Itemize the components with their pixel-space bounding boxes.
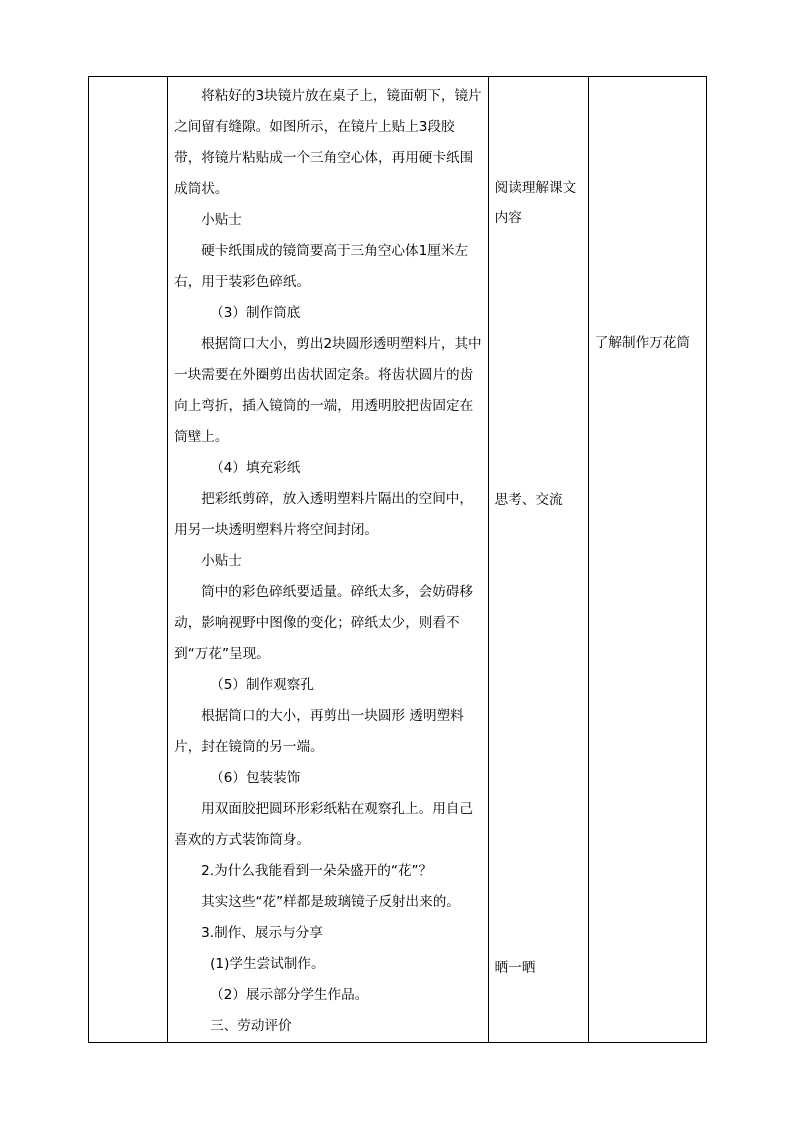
step-heading-fill-paper: （4）填充彩纸 — [210, 460, 301, 476]
activity-show-off: 晒一晒 — [494, 960, 536, 976]
paragraph-show-works: （2）展示部分学生作品。 — [210, 987, 369, 1003]
step-heading-make-bottom: （3）制作筒底 — [210, 305, 301, 321]
paragraph-tip-cardboard: 硬卡纸围成的镜筒要高于三角空心体1厘米左右，用于装彩色碎纸。 — [174, 243, 469, 290]
teaching-process-cell — [168, 77, 489, 1043]
paragraph-viewing-hole: 根据筒口的大小，再剪出一块圆形 透明塑料片，封在镜筒的另一端。 — [174, 708, 464, 755]
teaching-content — [168, 77, 488, 1042]
design-intent-cell — [588, 77, 706, 1043]
step-heading-viewing-hole: （5）制作观察孔 — [210, 677, 314, 693]
paragraph-decorate: 用双面胶把圆环形彩纸粘在观察孔上。用自己喜欢的方式装饰筒身。 — [174, 801, 473, 848]
table-row — [89, 77, 707, 1043]
paragraph-tip-paper-amount: 筒中的彩色碎纸要适量。碎纸太多，会妨碍移动，影响视野中图像的变化；碎纸太少，则看不到“万花”呈现。 — [174, 584, 473, 662]
student-activity-cell — [488, 77, 588, 1043]
activity-read-understand: 阅读理解课文内容 — [494, 180, 577, 226]
paragraph-tip-heading-2: 小贴士 — [201, 553, 242, 569]
empty-first-column-cell — [89, 77, 168, 1043]
paragraph-tip-heading: 小贴士 — [201, 212, 242, 228]
paragraph-place-mirrors: 将粘好的3块镜片放在桌子上，镜面朝下，镜片之间留有缝隙。如图所示，在镜片上贴上3段胶带，将镜片粘贴成一个三角空心体，再用硬卡纸围成筒状。 — [174, 88, 482, 197]
paragraph-fill-paper: 把彩纸剪碎，放入透明塑料片隔出的空间中，用另一块透明塑料片将空间封闭。 — [174, 491, 473, 538]
section-heading-evaluation: 三、劳动评价 — [210, 1018, 292, 1034]
paragraph-answer-reflection: 其实这些“花”样都是玻璃镜子反射出来的。 — [201, 894, 460, 910]
paragraph-make-show-share: 3.制作、展示与分享 — [201, 925, 323, 941]
paragraph-make-bottom: 根据筒口大小，剪出2块圆形透明塑料片，其中一块需要在外圈剪出齿状固定条。将齿状圆片的齿向上弯折，插入镜筒的一端，用透明胶把齿固定在筒壁上。 — [174, 336, 482, 445]
paragraph-question-flowers: 2.为什么我能看到一朵朵盛开的“花”？ — [201, 863, 433, 879]
design-intent-text: 了解制作万花筒 — [594, 335, 690, 351]
paragraph-students-try: (1)学生尝试制作。 — [210, 956, 325, 972]
step-heading-decorate: （6）包装装饰 — [210, 770, 301, 786]
activity-think-discuss: 思考、交流 — [494, 492, 563, 508]
lesson-plan-table — [88, 76, 707, 1043]
